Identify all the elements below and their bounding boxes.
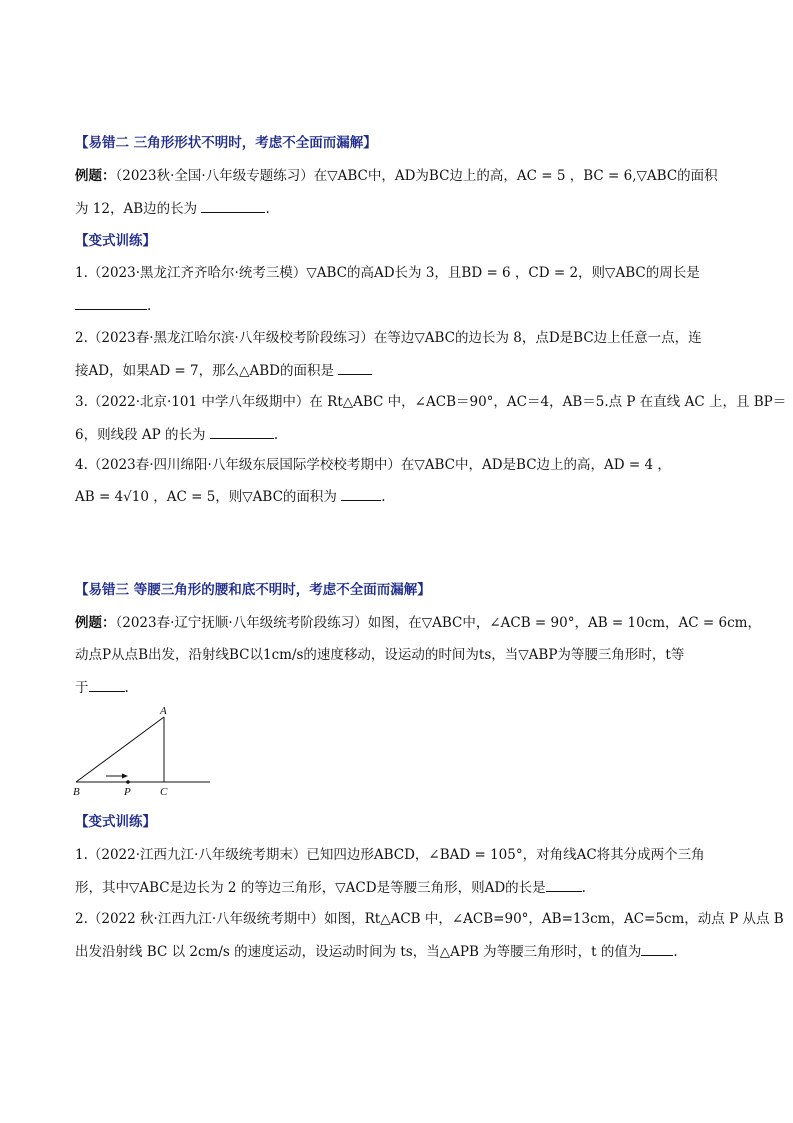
training-heading: 【变式训练】 <box>75 814 156 830</box>
example-label: 例题： <box>75 168 116 184</box>
answer-blank <box>641 942 673 956</box>
period: . <box>147 298 152 314</box>
question-line: 3.（2022·北京·101 中学八年级期中）在 Rt△ABC 中，∠ACB＝90°，AC＝4，AB＝5.点 P 在直线 AC 上，且 BP＝ <box>75 394 787 410</box>
question-line: 2.（2023春·黑龙江哈尔滨·八年级校考阶段练习）在等边▽ABC的边长为 8，点D是BC边上任意一点，连 <box>75 330 702 346</box>
example-text: （2023秋·全国·八年级专题练习）在▽ABC中，AD为BC边上的高，AC = 5 ，BC = 6,▽ABC的面积 <box>115 168 718 184</box>
question-line <box>75 425 278 444</box>
question-text: 接AD，如果AD = 7，那么△ABD的面积是 <box>75 363 335 379</box>
period: . <box>381 489 386 505</box>
period: . <box>581 880 586 896</box>
section-heading-3: 【易错三 等腰三角形的腰和底不明时，考虑不全面而漏解】 <box>75 582 431 598</box>
period: . <box>124 680 129 696</box>
arrow-head-icon <box>122 774 128 779</box>
example-line <box>75 678 129 697</box>
point-p <box>126 780 130 784</box>
answer-blank <box>75 296 147 310</box>
question-text: 6，则线段 AP 的长为 <box>75 427 206 443</box>
example-line: 动点P从点B出发，沿射线BC以1cm/s的速度移动，设运动的时间为ts，当▽ABP为等腰三角形时，t等 <box>75 647 685 663</box>
triangle-figure <box>70 702 220 797</box>
question-text: 形，其中▽ABC是边长为 2 的等边三角形，▽ACD是等腰三角形，则AD的长是 <box>75 880 546 896</box>
label-p: P <box>124 786 131 797</box>
example-line <box>75 199 270 218</box>
training-heading: 【变式训练】 <box>75 233 156 249</box>
answer-blank <box>338 361 372 375</box>
question-line <box>75 942 678 961</box>
period: . <box>265 201 270 217</box>
answer-blank <box>341 487 381 501</box>
example-line <box>75 167 718 185</box>
question-line <box>75 361 372 380</box>
question-line: 2.（2022 秋·江西九江·八年级统考期中）如图，Rt△ACB 中，∠ACB=90°，AB=13cm，AC=5cm，动点 P 从点 B <box>75 911 784 927</box>
question-line <box>75 296 151 315</box>
question-line: 4.（2023春·四川绵阳·八年级东辰国际学校校考期中）在▽ABC中，AD是BC边上的高，AD = 4 ， <box>75 457 671 473</box>
question-line: 1.（2022·江西九江·八年级统考期末）已知四边形ABCD，∠BAD = 105°，对角线AC将其分成两个三角 <box>75 847 705 863</box>
period: . <box>673 944 678 960</box>
example-text: 为 12，AB边的长为 <box>75 201 198 217</box>
side-ab <box>76 717 164 782</box>
answer-blank <box>89 678 125 692</box>
example-line <box>75 614 761 632</box>
answer-blank <box>210 425 274 439</box>
example-text: 于 <box>75 680 89 696</box>
question-line: 1.（2023·黑龙江齐齐哈尔·统考三模）▽ABC的高AD长为 3，且BD = 6 ，CD = 2，则▽ABC的周长是 <box>75 265 700 281</box>
label-c: C <box>160 786 168 797</box>
example-label: 例题： <box>75 615 116 631</box>
section-heading-2: 【易错二 三角形形状不明时，考虑不全面而漏解】 <box>75 135 377 151</box>
answer-blank <box>546 878 582 892</box>
period: . <box>273 427 279 443</box>
example-text: （2023春·辽宁抚顺·八年级统考阶段练习）如图，在▽ABC中，∠ACB = 90°，AB = 10cm，AC = 6cm， <box>115 615 761 631</box>
question-text: 出发沿射线 BC 以 2cm/s 的速度运动，设运动时间为 ts，当△APB 为等腰三角形时，t 的值为 <box>75 944 642 960</box>
answer-blank <box>201 199 265 213</box>
label-b: B <box>73 786 80 797</box>
question-line <box>75 878 586 897</box>
question-text: AB = 4√10 ，AC = 5，则▽ABC的面积为 <box>75 489 337 505</box>
question-line <box>75 487 386 506</box>
label-a: A <box>160 705 167 717</box>
